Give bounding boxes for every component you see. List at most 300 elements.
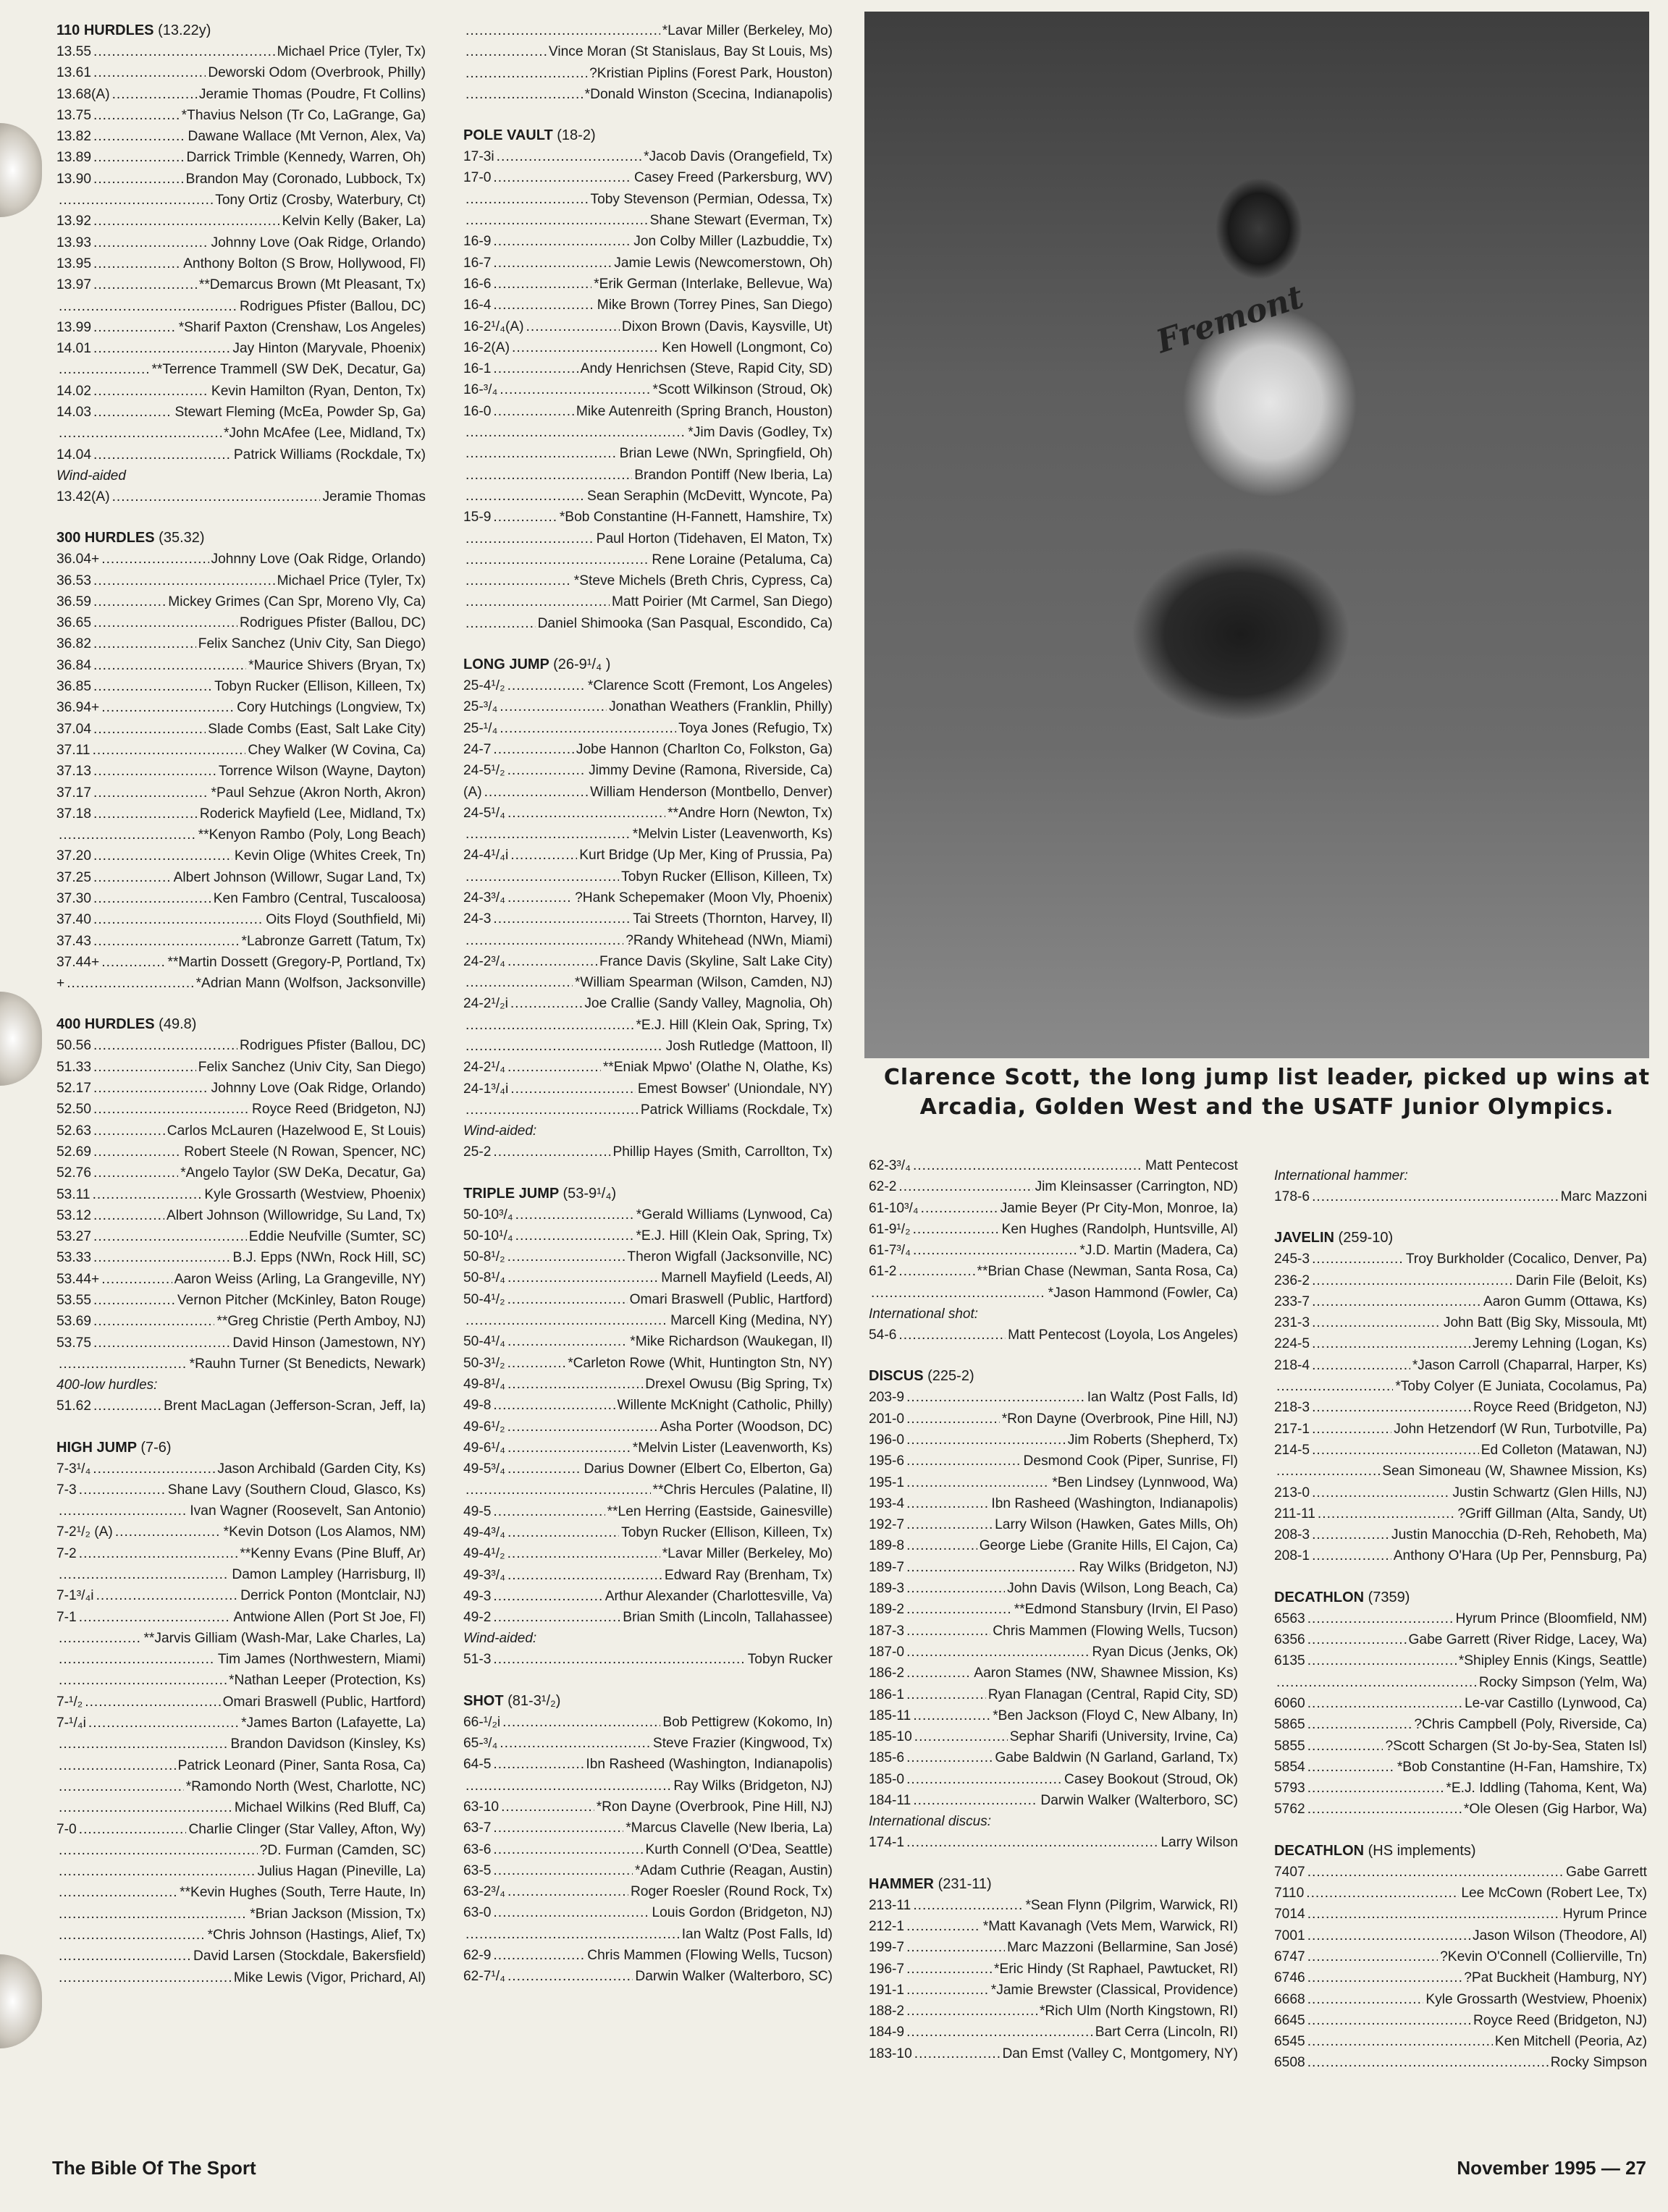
leader-dots (507, 1417, 658, 1438)
athlete-name: Vernon Pitcher (McKinley, Baton Rouge) (177, 1293, 426, 1309)
leader-dots (466, 1015, 633, 1036)
athlete-name: *J.D. Martin (Madera, Ca) (1079, 1243, 1238, 1259)
result-mark: 53.27 (56, 1229, 92, 1245)
result-mark: 189-7 (869, 1559, 905, 1575)
leader-dots (59, 1840, 258, 1861)
athlete-name: Joe Crallie (Sandy Valley, Magnolia, Oh) (584, 996, 833, 1012)
athlete-name: Tobyn Rucker (Ellison, Killeen, Tx) (621, 1525, 833, 1540)
result-mark: 7-1³/₄i (56, 1588, 94, 1604)
leader-dots (101, 549, 208, 570)
athlete-name: *Ole Olesen (Gig Harbor, Wa) (1463, 1802, 1647, 1818)
leader-dots (906, 1578, 1005, 1599)
result-row (869, 1325, 1238, 1346)
leader-dots (93, 211, 280, 232)
leader-dots (1312, 1312, 1441, 1333)
result-mark: 64-5 (463, 1757, 492, 1773)
result-row (56, 633, 426, 654)
leader-dots (906, 1535, 977, 1556)
event-section (1274, 1165, 1647, 1207)
leader-dots (59, 1925, 206, 1946)
leader-dots (93, 105, 180, 126)
result-mark: 24-5¹/₄ (463, 805, 505, 821)
athlete-name: **Brian Chase (Newman, Santa Rosa, Ca) (977, 1264, 1238, 1280)
leader-dots (1307, 1757, 1395, 1778)
leader-dots (906, 1980, 989, 2001)
leader-dots (1307, 1967, 1462, 1988)
result-row (56, 1521, 426, 1542)
result-row (56, 1797, 426, 1818)
event-record: (259-10) (1338, 1230, 1394, 1246)
leader-dots (466, 528, 594, 549)
event-name: POLE VAULT (463, 127, 553, 144)
leader-dots (59, 1946, 191, 1967)
leader-dots (507, 1374, 643, 1395)
result-row (463, 1310, 833, 1331)
result-row (56, 486, 426, 507)
athlete-name: Patrick Williams (Rockdale, Tx) (640, 1102, 833, 1118)
athlete-name: *Angelo Taylor (SW DeKa, Decatur, Ga) (180, 1165, 426, 1181)
athlete-name: *Bob Constantine (H-Fannett, Hamshire, Tx) (559, 510, 833, 525)
leader-dots (500, 1733, 651, 1754)
leader-dots (906, 1663, 972, 1684)
athlete-name: Ken Fambro (Central, Tuscaloosa) (213, 890, 426, 906)
athlete-name: Sephar Sharifi (University, Irvine, Ca) (1009, 1729, 1238, 1745)
leader-dots (93, 62, 206, 83)
result-row (463, 1501, 833, 1522)
athlete-name: Larry Wilson (Hawken, Gates Mills, Oh) (995, 1517, 1238, 1533)
result-row (463, 1374, 833, 1395)
athlete-name: ?Pat Buckheit (Hamburg, NY) (1464, 1970, 1647, 1986)
leader-dots (1307, 1608, 1454, 1629)
athlete-name: Anthony O'Hara (Up Per, Pennsburg, Pa) (1393, 1548, 1647, 1564)
result-row (1274, 1778, 1647, 1799)
result-mark: 16-4 (463, 297, 492, 313)
leader-dots (59, 1564, 229, 1585)
athlete-name: Torrence Wilson (Wayne, Dayton) (218, 764, 426, 780)
result-mark: 49-8 (463, 1398, 492, 1414)
event-title (56, 1014, 426, 1035)
result-row (463, 993, 833, 1014)
leader-dots (913, 1155, 1143, 1176)
result-row (56, 888, 426, 909)
leader-dots (1307, 1989, 1424, 2010)
leader-dots (466, 866, 619, 887)
leader-dots (507, 1267, 659, 1288)
leader-dots (898, 1261, 974, 1282)
athlete-name: Tai Streets (Thornton, Harvey, Il) (633, 911, 833, 927)
leader-dots (112, 486, 321, 507)
result-mark: 218-3 (1274, 1400, 1310, 1416)
athlete-name: Le-var Castillo (Lynwood, Ca) (1464, 1695, 1647, 1711)
result-row (869, 1451, 1238, 1472)
leader-dots (93, 655, 246, 676)
result-mark: 63-10 (463, 1799, 500, 1815)
athlete-name: Roger Roesler (Round Rock, Tx) (630, 1884, 833, 1900)
athlete-name: *Gerald Williams (Lynwood, Ca) (636, 1207, 833, 1223)
athlete-name: Jon Colby Miller (Lazbuddie, Tx) (633, 234, 833, 250)
leader-dots (502, 1712, 660, 1733)
leader-dots (466, 1310, 668, 1331)
result-row (1274, 1736, 1647, 1757)
leader-dots (59, 824, 196, 845)
result-mark: 63-2³/₄ (463, 1884, 505, 1900)
leader-dots (93, 1035, 237, 1056)
result-mark: 7-3 (56, 1482, 77, 1498)
result-mark: 49-2 (463, 1610, 492, 1626)
leader-dots (906, 1684, 986, 1705)
list-subheading: Wind-aided: (463, 1123, 537, 1139)
athlete-name: John Davis (Wilson, Long Beach, Ca) (1007, 1581, 1238, 1597)
result-row (869, 2043, 1238, 2064)
leader-dots (1312, 1355, 1410, 1376)
result-mark: 7-2¹/₂ (A) (56, 1524, 113, 1540)
leader-dots (59, 423, 222, 444)
result-row (56, 1692, 426, 1713)
event-name: DECATHLON (1274, 1589, 1365, 1605)
leader-dots (466, 41, 547, 62)
result-row (1274, 1312, 1647, 1333)
event-title (463, 654, 833, 675)
leader-dots (507, 803, 665, 824)
result-row (463, 1141, 833, 1162)
event-section (56, 528, 426, 994)
leader-dots (1276, 1461, 1380, 1482)
result-row (1274, 1355, 1647, 1376)
result-mark: 14.01 (56, 341, 92, 357)
result-mark: 6668 (1274, 1991, 1305, 2007)
result-mark: 189-3 (869, 1581, 905, 1597)
leader-dots (501, 1797, 594, 1818)
result-row (463, 803, 833, 824)
leader-dots (497, 146, 641, 167)
leader-dots (914, 1726, 1008, 1747)
athlete-name: Rocky Simpson (Yelm, Wa) (1478, 1674, 1647, 1690)
result-row (56, 1904, 426, 1925)
result-row (463, 337, 833, 358)
result-mark: 37.17 (56, 785, 92, 801)
result-row (463, 1479, 833, 1500)
leader-dots (93, 591, 166, 612)
leader-dots (1312, 1524, 1389, 1545)
result-row (56, 1776, 426, 1797)
result-row (463, 1797, 833, 1818)
result-row (463, 866, 833, 887)
result-mark: 217-1 (1274, 1421, 1310, 1437)
result-mark: 7-1 (56, 1609, 77, 1625)
leader-dots (898, 1176, 1032, 1197)
result-row (463, 1204, 833, 1225)
result-row (56, 359, 426, 380)
result-mark: 49-5 (463, 1503, 492, 1519)
result-row (463, 422, 833, 443)
athlete-name: Mickey Grimes (Can Spr, Moreno Vly, Ca) (168, 594, 426, 609)
result-row (1274, 1904, 1647, 1925)
result-row (869, 1430, 1238, 1451)
leader-dots (1307, 1714, 1412, 1735)
athlete-name: ?Randy Whitehead (NWn, Miami) (626, 932, 833, 948)
result-mark: 14.02 (56, 383, 92, 399)
result-row (463, 379, 833, 400)
athlete-name: *Sean Flynn (Pilgrim, Warwick, RI) (1025, 1897, 1238, 1913)
result-row (56, 591, 426, 612)
result-row (56, 253, 426, 274)
leader-dots (59, 1734, 229, 1755)
result-row (463, 167, 833, 188)
athlete-name: **Eniak Mpwo' (Olathe N, Olathe, Ks) (602, 1060, 833, 1076)
leader-dots (93, 803, 198, 824)
result-row (56, 1713, 426, 1734)
leader-dots (1312, 1397, 1471, 1418)
athlete-name: Albert Johnson (Willowr, Sugar Land, Tx) (173, 869, 426, 885)
athlete-name: Tobyn Rucker (Ellison, Killeen, Tx) (621, 869, 833, 885)
athlete-name: *William Spearman (Wilson, Camden, NJ) (574, 975, 833, 991)
athlete-name: *Ron Dayne (Overbrook, Pine Hill, NJ) (1001, 1411, 1238, 1427)
result-mark: 218-4 (1274, 1357, 1310, 1373)
result-row (463, 1902, 833, 1923)
result-row (463, 887, 833, 908)
result-mark: 6135 (1274, 1653, 1305, 1669)
athlete-name: Arthur Alexander (Charlottesville, Va) (605, 1588, 833, 1604)
leader-dots (1307, 1799, 1462, 1820)
athlete-name: Ken Mitchell (Peoria, Az) (1494, 2034, 1647, 2050)
result-row (1274, 2031, 1647, 2052)
result-row (869, 1472, 1238, 1493)
result-mark: 24-5¹/₂ (463, 763, 505, 779)
result-mark: 224-5 (1274, 1336, 1310, 1352)
athlete-name: *Scott Wilkinson (Stroud, Ok) (652, 382, 833, 398)
result-row (463, 718, 833, 739)
athlete-name: Ed Colleton (Matawan, NJ) (1480, 1442, 1647, 1458)
leader-dots (93, 719, 206, 740)
result-row (869, 1261, 1238, 1282)
result-mark: 25-¹/₄ (463, 720, 498, 736)
result-row (463, 1438, 833, 1459)
result-row (463, 696, 833, 717)
athlete-name: *Jacob Davis (Orangefield, Tx) (644, 149, 833, 165)
result-row (463, 253, 833, 274)
result-mark: 52.50 (56, 1102, 92, 1118)
leader-dots (93, 1120, 165, 1141)
result-row (56, 655, 426, 676)
result-mark: 54-6 (869, 1327, 897, 1343)
athlete-name: Chris Mammen (Flowing Wells, Tucson) (993, 1623, 1238, 1639)
athlete-name: Michael Wilkins (Red Bluff, Ca) (234, 1800, 426, 1816)
result-row (56, 1035, 426, 1056)
athlete-name: *Jason Hammond (Fowler, Ca) (1048, 1285, 1238, 1301)
result-row (463, 274, 833, 295)
result-row (56, 1459, 426, 1479)
result-mark: 212-1 (869, 1918, 905, 1934)
result-row (869, 1578, 1238, 1599)
athlete-name: Aaron Weiss (Arling, La Grangeville, NY) (174, 1271, 426, 1287)
leader-dots (507, 1057, 601, 1078)
leader-dots (93, 41, 275, 62)
result-mark: 13.95 (56, 256, 92, 271)
result-mark: 7-2 (56, 1545, 77, 1561)
result-row (463, 465, 833, 486)
result-row (1274, 1714, 1647, 1735)
leader-dots (93, 676, 212, 697)
result-row (1274, 1799, 1647, 1820)
leader-dots (466, 824, 631, 845)
result-mark: 213-0 (1274, 1485, 1310, 1500)
leader-dots (93, 1078, 208, 1099)
leader-dots (466, 210, 648, 231)
result-mark: 24-3 (463, 911, 492, 927)
athlete-name: ?D. Furman (Camden, SC) (259, 1842, 426, 1858)
result-mark: 53.11 (56, 1186, 90, 1202)
result-mark: 49-3 (463, 1588, 492, 1604)
result-row (56, 1734, 426, 1755)
athlete-name: Lee McCown (Robert Lee, Tx) (1461, 1886, 1647, 1901)
result-mark: 5865 (1274, 1717, 1305, 1733)
athlete-name: Albert Johnson (Willowridge, Su Land, Tx) (167, 1207, 426, 1223)
leader-dots (466, 1776, 671, 1797)
athlete-name: Patrick Williams (Rockdale, Tx) (233, 447, 426, 463)
result-mark: 13.68(A) (56, 86, 110, 102)
result-row (56, 761, 426, 782)
result-row (463, 1225, 833, 1246)
leader-dots (59, 1967, 232, 1988)
athlete-name: *Jamie Brewster (Classical, Providence) (990, 1982, 1238, 1998)
event-name: 110 HURDLES (56, 22, 154, 38)
leader-dots (906, 1959, 992, 1980)
result-row (56, 1670, 426, 1691)
athlete-name: Damon Lampley (Harrisburg, Il) (232, 1567, 426, 1582)
athlete-name: Ray Wilks (Bridgeton, NJ) (1079, 1559, 1238, 1575)
athlete-name: Mike Autenreith (Spring Branch, Houston) (576, 403, 833, 419)
athlete-name: Felix Sanchez (Univ City, San Diego) (198, 636, 426, 652)
athlete-name: *Sharif Paxton (Crenshaw, Los Angeles) (178, 319, 426, 335)
athlete-name: Justin Manocchia (D-Reh, Rehobeth, Ma) (1391, 1527, 1647, 1543)
result-mark: 6060 (1274, 1695, 1305, 1711)
result-row (1274, 1397, 1647, 1418)
result-mark: 49-4³/₄ (463, 1525, 505, 1540)
result-row (1274, 1524, 1647, 1545)
athlete-name: Brent MacLagan (Jefferson-Scran, Jeff, Ia) (164, 1398, 426, 1414)
result-row (869, 1240, 1238, 1261)
leader-dots (93, 1290, 175, 1311)
athlete-name: *Marcus Clavelle (New Iberia, La) (626, 1820, 833, 1836)
result-row (869, 2001, 1238, 2022)
leader-dots (1312, 1419, 1391, 1440)
athlete-name: Andy Henrichsen (Steve, Rapid City, SD) (580, 361, 833, 377)
result-row (56, 1269, 426, 1290)
athlete-name: *Clarence Scott (Fremont, Los Angeles) (587, 678, 833, 694)
result-mark: 187-3 (869, 1623, 905, 1639)
result-mark: 6545 (1274, 2034, 1305, 2050)
result-row (463, 613, 833, 634)
result-row (56, 612, 426, 633)
result-row (1274, 1967, 1647, 1988)
result-mark: 24-2¹/₄ (463, 1060, 505, 1076)
leader-dots (493, 1607, 620, 1628)
athlete-name: Marcell King (Medina, NY) (670, 1313, 833, 1329)
athlete-name: Dawane Wallace (Mt Vernon, Alex, Va) (188, 129, 426, 145)
event-name: TRIPLE JUMP (463, 1185, 559, 1202)
athlete-name: Deworski Odom (Overbrook, Philly) (208, 65, 426, 81)
result-mark: 208-1 (1274, 1548, 1310, 1564)
leader-dots (507, 951, 597, 972)
leader-dots (93, 1333, 230, 1354)
result-mark: 6508 (1274, 2055, 1305, 2071)
result-row (869, 1599, 1238, 1620)
result-row (463, 1078, 833, 1099)
result-row (463, 739, 833, 760)
athlete-name: B.J. Epps (NWn, Rock Hill, SC) (232, 1250, 426, 1266)
result-mark: 195-6 (869, 1453, 905, 1469)
result-row (463, 1331, 833, 1352)
result-mark: 53.44+ (56, 1271, 100, 1287)
result-row (463, 1522, 833, 1543)
result-mark: 6746 (1274, 1970, 1305, 1986)
leader-dots (93, 1311, 214, 1332)
leader-dots (59, 1628, 141, 1649)
result-row (463, 824, 833, 845)
athlete-name: **Chris Hercules (Palatine, Il) (652, 1482, 833, 1498)
athlete-name: Jim Kleinsasser (Carrington, ND) (1035, 1179, 1238, 1195)
athlete-name: *E.J. Hill (Klein Oak, Spring, Tx) (636, 1228, 833, 1244)
leader-dots (1307, 1904, 1561, 1925)
athlete-name: Patrick Leonard (Piner, Santa Rosa, Ca) (177, 1757, 426, 1773)
leader-dots (493, 908, 631, 929)
athlete-name: William Henderson (Montbello, Denver) (590, 784, 833, 800)
result-row (56, 782, 426, 803)
result-mark: 16-6 (463, 276, 492, 292)
leader-dots (59, 296, 237, 317)
leader-dots (1312, 1333, 1470, 1354)
athlete-name: *Shipley Ennis (Kings, Seattle) (1458, 1653, 1647, 1669)
leader-dots (898, 1325, 1006, 1346)
leader-dots (93, 1205, 164, 1226)
result-mark: 16-1 (463, 361, 492, 377)
leader-dots (93, 232, 208, 253)
athlete-name: Antwione Allen (Port St Joe, Fl) (233, 1609, 426, 1625)
result-row (869, 1219, 1238, 1240)
result-mark: 53.33 (56, 1250, 92, 1266)
result-mark: 214-5 (1274, 1442, 1310, 1458)
athlete-name: *Chris Johnson (Hastings, Alief, Tx) (207, 1928, 426, 1943)
result-mark: 52.69 (56, 1144, 92, 1160)
event-name: 400 HURDLES (56, 1016, 155, 1033)
result-row (56, 211, 426, 232)
leader-dots (93, 338, 230, 359)
athlete-name: Stewart Fleming (McEa, Powder Sp, Ga) (174, 405, 426, 421)
result-row (463, 1099, 833, 1120)
athlete-name: *Ben Lindsey (Lynnwood, Wa) (1052, 1474, 1238, 1490)
leader-dots (906, 1599, 1012, 1620)
result-row (463, 1924, 833, 1945)
result-mark: 36.85 (56, 679, 92, 695)
result-row (56, 570, 426, 591)
result-row (463, 486, 833, 507)
athlete-name: Emest Bowser' (Uniondale, NY) (637, 1081, 833, 1097)
event-name: JAVELIN (1274, 1230, 1334, 1246)
result-mark: 13.92 (56, 214, 92, 229)
leader-dots (79, 1819, 187, 1840)
result-mark: 51.33 (56, 1059, 92, 1075)
leader-dots (59, 1882, 177, 1903)
result-row (463, 1776, 833, 1797)
leader-dots (1307, 1778, 1444, 1799)
result-row (56, 1396, 426, 1417)
result-mark: 51-3 (463, 1652, 492, 1668)
result-row (56, 296, 426, 317)
athlete-name: Rocky Simpson (1550, 2055, 1647, 2071)
result-row (1274, 1186, 1647, 1207)
athlete-name: Josh Rutledge (Mattoon, Il) (665, 1039, 833, 1055)
event-name: SHOT (463, 1692, 504, 1709)
